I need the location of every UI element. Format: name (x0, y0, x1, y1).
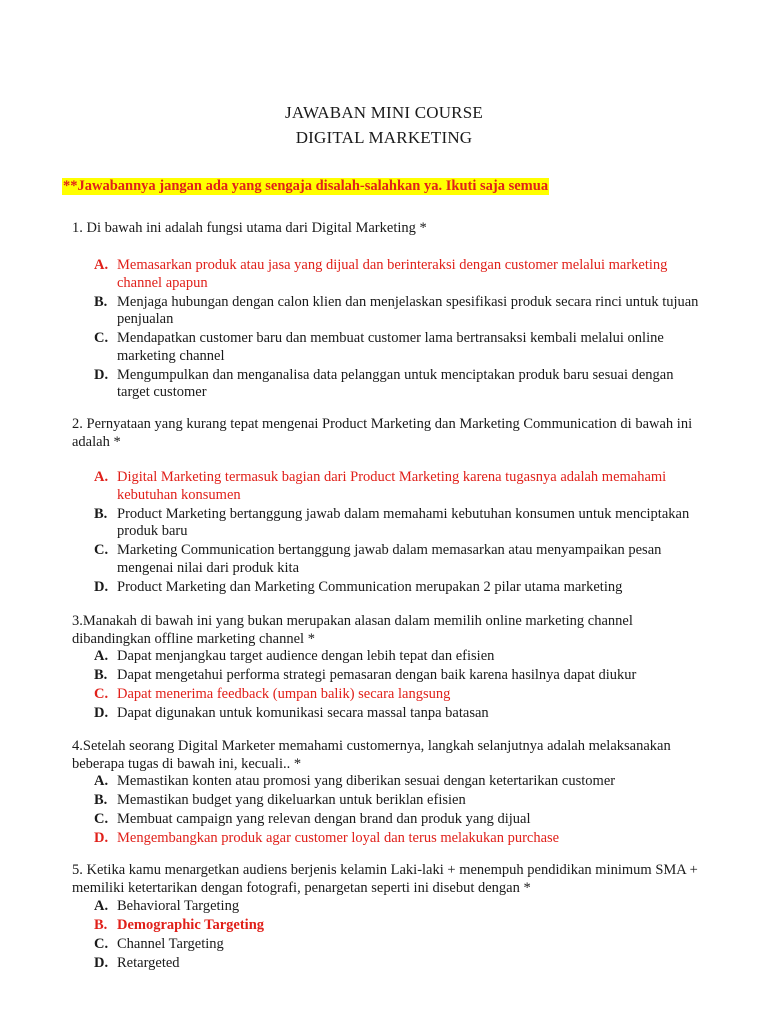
option-text: Behavioral Targeting (117, 898, 240, 914)
option-letter: D. (94, 705, 109, 721)
option-text: Retargeted (117, 955, 180, 971)
highlighted-note: **Jawabannya jangan ada yang sengaja disalah-salahkan ya. Ikuti saja semua (63, 178, 549, 194)
question-4-option-b (94, 792, 704, 810)
question-4: 4.Setelah seorang Digital Marketer memahami customernya, langkah selanjutnya adalah melaksanakan beberapa tugas di bawah ini, kecuali.. * (72, 738, 671, 772)
option-text: Demographic Targeting (117, 917, 265, 933)
option-letter: C. (94, 686, 109, 702)
option-letter: D. (94, 366, 109, 383)
option-text: Dapat mengetahui performa strategi pemasaran dengan baik karena hasilnya dapat diukur (117, 667, 637, 683)
question-4-option-a (94, 773, 704, 791)
question-5-option-a (94, 898, 704, 916)
option-text: Dapat digunakan untuk komunikasi secara massal tanpa batasan (117, 705, 489, 721)
option-text: Mengembangkan produk agar customer loyal dan terus melakukan purchase (117, 830, 560, 846)
option-letter: B. (94, 505, 108, 522)
option-letter: B. (94, 667, 108, 683)
option-text: Marketing Communication bertanggung jawab dalam memasarkan atau menyampaikan pesan mengenai nilai dari produk kita (117, 542, 662, 576)
question-2-options (94, 469, 704, 598)
option-text: Memastikan konten atau promosi yang diberikan sesuai dengan ketertarikan customer (117, 773, 616, 789)
option-letter: D. (94, 955, 109, 971)
option-letter: B. (94, 917, 108, 933)
option-letter: D. (94, 830, 109, 846)
option-letter: C. (94, 542, 109, 558)
question-1-option-d (94, 367, 704, 402)
option-text: Menjaga hubungan dengan calon klien dan menjelaskan spesifikasi produk secara rinci untuk tujuan penjualan (117, 293, 699, 327)
option-letter: A. (94, 773, 109, 789)
option-text: Product Marketing dan Marketing Communication merupakan 2 pilar utama marketing (117, 578, 623, 595)
question-3-option-c (94, 686, 704, 704)
question-1: 1. Di bawah ini adalah fungsi utama dari Digital Marketing * (72, 220, 427, 236)
document-title-line2: DIGITAL MARKETING (295, 128, 473, 147)
option-letter: B. (94, 792, 108, 808)
question-2: 2. Pernyataan yang kurang tepat mengenai Product Marketing dan Marketing Communication di bawah ini adalah * (72, 416, 693, 450)
question-3-options (94, 648, 704, 724)
option-letter: B. (94, 293, 108, 310)
question-1-options (94, 257, 704, 403)
option-letter: A. (94, 257, 109, 273)
question-3-option-b (94, 667, 704, 685)
option-text: Product Marketing bertanggung jawab dalam memahami kebutuhan konsumen untuk menciptakan produk baru (117, 505, 690, 539)
option-text: Memastikan budget yang dikeluarkan untuk beriklan efisien (117, 792, 466, 808)
option-text: Memasarkan produk atau jasa yang dijual dan berinteraksi dengan customer melalui marketing channel apapun (117, 257, 668, 291)
option-letter: A. (94, 469, 109, 485)
question-3-option-d (94, 705, 704, 723)
option-letter: C. (94, 811, 109, 827)
option-letter: C. (94, 936, 109, 952)
question-1-option-c (94, 330, 704, 365)
option-text: Channel Targeting (117, 936, 224, 952)
option-text: Dapat menjangkau target audience dengan lebih tepat dan efisien (117, 648, 495, 664)
question-2-option-b (94, 506, 704, 541)
question-5-option-b (94, 917, 704, 935)
option-text: Membuat campaign yang relevan dengan brand dan produk yang dijual (117, 811, 531, 827)
option-letter: C. (94, 330, 109, 346)
question-3-option-a (94, 648, 704, 666)
option-text: Digital Marketing termasuk bagian dari Product Marketing karena tugasnya adalah memahami kebutuhan konsumen (117, 469, 667, 503)
document-title-line1: JAWABAN MINI COURSE (285, 103, 483, 122)
option-letter: D. (94, 578, 109, 595)
question-4-options (94, 773, 704, 849)
question-2-option-a (94, 469, 704, 504)
question-5-option-d (94, 955, 704, 973)
option-text: Mengumpulkan dan menganalisa data pelanggan untuk menciptakan produk baru sesuai dengan target customer (117, 366, 674, 400)
question-1-option-a (94, 257, 704, 292)
question-5-option-c (94, 936, 704, 954)
question-1-option-b (94, 294, 704, 329)
question-3: 3.Manakah di bawah ini yang bukan merupakan alasan dalam memilih online marketing channel dibandingkan offline marketing channel * (72, 613, 633, 647)
question-4-option-d (94, 830, 704, 848)
option-letter: A. (94, 648, 109, 664)
option-letter: A. (94, 898, 109, 914)
question-5-options (94, 898, 704, 974)
question-2-option-d (94, 579, 704, 597)
question-2-option-c (94, 542, 704, 577)
question-4-option-c (94, 811, 704, 829)
option-text: Mendapatkan customer baru dan membuat customer lama bertransaksi kembali melalui online marketing channel (117, 330, 664, 364)
question-5: 5. Ketika kamu menargetkan audiens berjenis kelamin Laki-laki + menempuh pendidikan minimum SMA + memiliki ketertarikan dengan fotografi, penargetan seperti ini disebut dengan * (72, 862, 698, 896)
option-text: Dapat menerima feedback (umpan balik) secara langsung (117, 686, 451, 702)
